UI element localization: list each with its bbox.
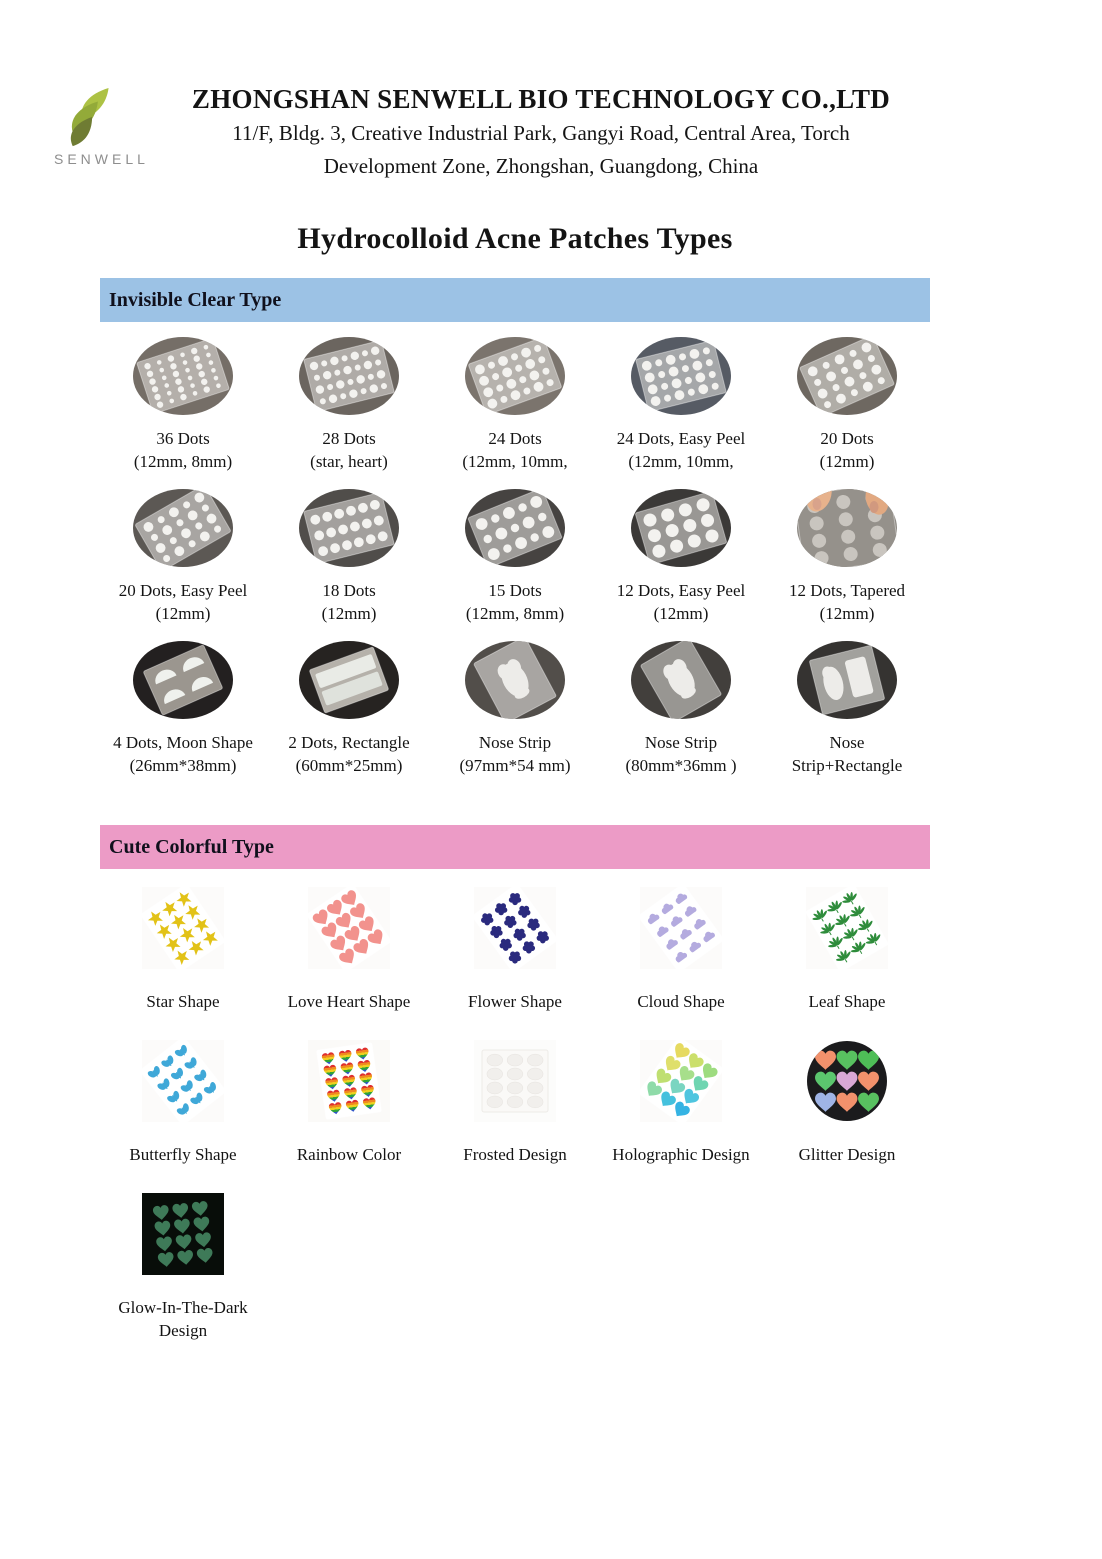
- product-item: [100, 1035, 266, 1166]
- product-item: [432, 639, 598, 777]
- product-item: [598, 1035, 764, 1166]
- product-photo: [266, 487, 432, 569]
- product-item: [100, 487, 266, 625]
- company-address-line2: Development Zone, Zhongshan, Guangdong, China: [323, 153, 759, 178]
- product-label: Nose Strip+Rectangle: [791, 733, 903, 776]
- product-item: [266, 1035, 432, 1166]
- product-item: [764, 882, 930, 1013]
- product-label: Butterfly Shape: [129, 1145, 237, 1165]
- product-item: [764, 1035, 930, 1166]
- product-photo: [764, 639, 930, 721]
- product-label: 18 Dots (12mm): [321, 581, 377, 624]
- letterhead: [0, 0, 1102, 180]
- product-photo: [432, 487, 598, 569]
- product-item: [266, 487, 432, 625]
- product-item: [100, 335, 266, 473]
- product-item: [100, 882, 266, 1013]
- product-label: 20 Dots, Easy Peel (12mm): [118, 581, 248, 624]
- type-section-2: [0, 825, 1102, 1342]
- product-label: 28 Dots (star, heart): [310, 429, 388, 472]
- page-title: Hydrocolloid Acne Patches Types: [297, 222, 733, 256]
- product-photo: [266, 882, 432, 966]
- product-label: Rainbow Color: [296, 1145, 402, 1165]
- product-grid: [100, 335, 930, 777]
- product-label: 20 Dots (12mm): [819, 429, 875, 472]
- product-item: [100, 1188, 266, 1342]
- product-item: [764, 639, 930, 777]
- product-photo: [100, 487, 266, 569]
- product-label: Flower Shape: [468, 992, 562, 1012]
- company-logo: [54, 86, 172, 167]
- product-photo: [764, 487, 930, 569]
- product-grid: [100, 882, 930, 1342]
- product-photo: [598, 487, 764, 569]
- product-photo: [100, 1035, 266, 1119]
- product-photo: [598, 639, 764, 721]
- product-label: Leaf Shape: [808, 992, 886, 1012]
- product-label: 2 Dots, Rectangle (60mm*25mm): [288, 733, 410, 776]
- product-item: [266, 639, 432, 777]
- product-label: Cloud Shape: [637, 992, 725, 1012]
- section-title: Cute Colorful Type: [109, 835, 274, 858]
- product-label: 15 Dots (12mm, 8mm): [465, 581, 565, 624]
- product-photo: [100, 1188, 266, 1272]
- product-label: 24 Dots (12mm, 10mm,: [462, 429, 568, 472]
- product-photo: [432, 1035, 598, 1119]
- product-item: [100, 639, 266, 777]
- product-photo: [764, 882, 930, 966]
- product-item: [432, 487, 598, 625]
- product-item: [432, 335, 598, 473]
- product-photo: [100, 882, 266, 966]
- product-label: Glow-In-The-Dark Design: [118, 1298, 248, 1341]
- product-item: [598, 882, 764, 1013]
- product-photo: [764, 335, 930, 417]
- letterhead-text: [116, 84, 966, 180]
- product-photo: [598, 882, 764, 966]
- section-title: Invisible Clear Type: [109, 288, 282, 311]
- product-photo: [100, 639, 266, 721]
- product-label: 24 Dots, Easy Peel (12mm, 10mm,: [616, 429, 746, 472]
- leaf-logo-icon: [64, 86, 126, 148]
- product-label: Nose Strip (97mm*54 mm): [459, 733, 571, 776]
- product-item: [598, 335, 764, 473]
- product-label: 12 Dots, Easy Peel (12mm): [616, 581, 746, 624]
- section-header-bar: [100, 278, 930, 322]
- product-photo: [598, 1035, 764, 1119]
- product-photo: [432, 882, 598, 966]
- product-label: 4 Dots, Moon Shape (26mm*38mm): [113, 733, 253, 776]
- product-photo: [432, 335, 598, 417]
- product-label: Star Shape: [146, 992, 220, 1012]
- sections-container: [0, 278, 1102, 1342]
- product-label: Frosted Design: [463, 1145, 567, 1165]
- product-photo: [266, 1035, 432, 1119]
- product-item: [432, 1035, 598, 1166]
- product-item: [432, 882, 598, 1013]
- product-photo: [764, 1035, 930, 1119]
- company-address-line1: 11/F, Bldg. 3, Creative Industrial Park, Gangyi Road, Central Area, Torch: [232, 121, 850, 146]
- product-label: Glitter Design: [798, 1145, 896, 1165]
- product-item: [266, 882, 432, 1013]
- product-photo: [266, 639, 432, 721]
- product-label: Nose Strip (80mm*36mm ): [625, 733, 737, 776]
- product-item: [598, 487, 764, 625]
- logo-wordmark: SENWELL: [54, 151, 149, 167]
- product-photo: [266, 335, 432, 417]
- product-photo: [432, 639, 598, 721]
- product-photo: [598, 335, 764, 417]
- section-header-bar: [100, 825, 930, 869]
- product-label: 12 Dots, Tapered (12mm): [788, 581, 906, 624]
- company-name: ZHONGSHAN SENWELL BIO TECHNOLOGY CO.,LTD: [191, 84, 891, 114]
- type-section-1: [0, 278, 1102, 777]
- product-item: [764, 335, 930, 473]
- product-photo: [100, 335, 266, 417]
- product-label: Holographic Design: [612, 1145, 750, 1165]
- product-item: [266, 335, 432, 473]
- product-item: [598, 639, 764, 777]
- product-label: 36 Dots (12mm, 8mm): [133, 429, 233, 472]
- product-item: [764, 487, 930, 625]
- product-label: Love Heart Shape: [287, 992, 411, 1012]
